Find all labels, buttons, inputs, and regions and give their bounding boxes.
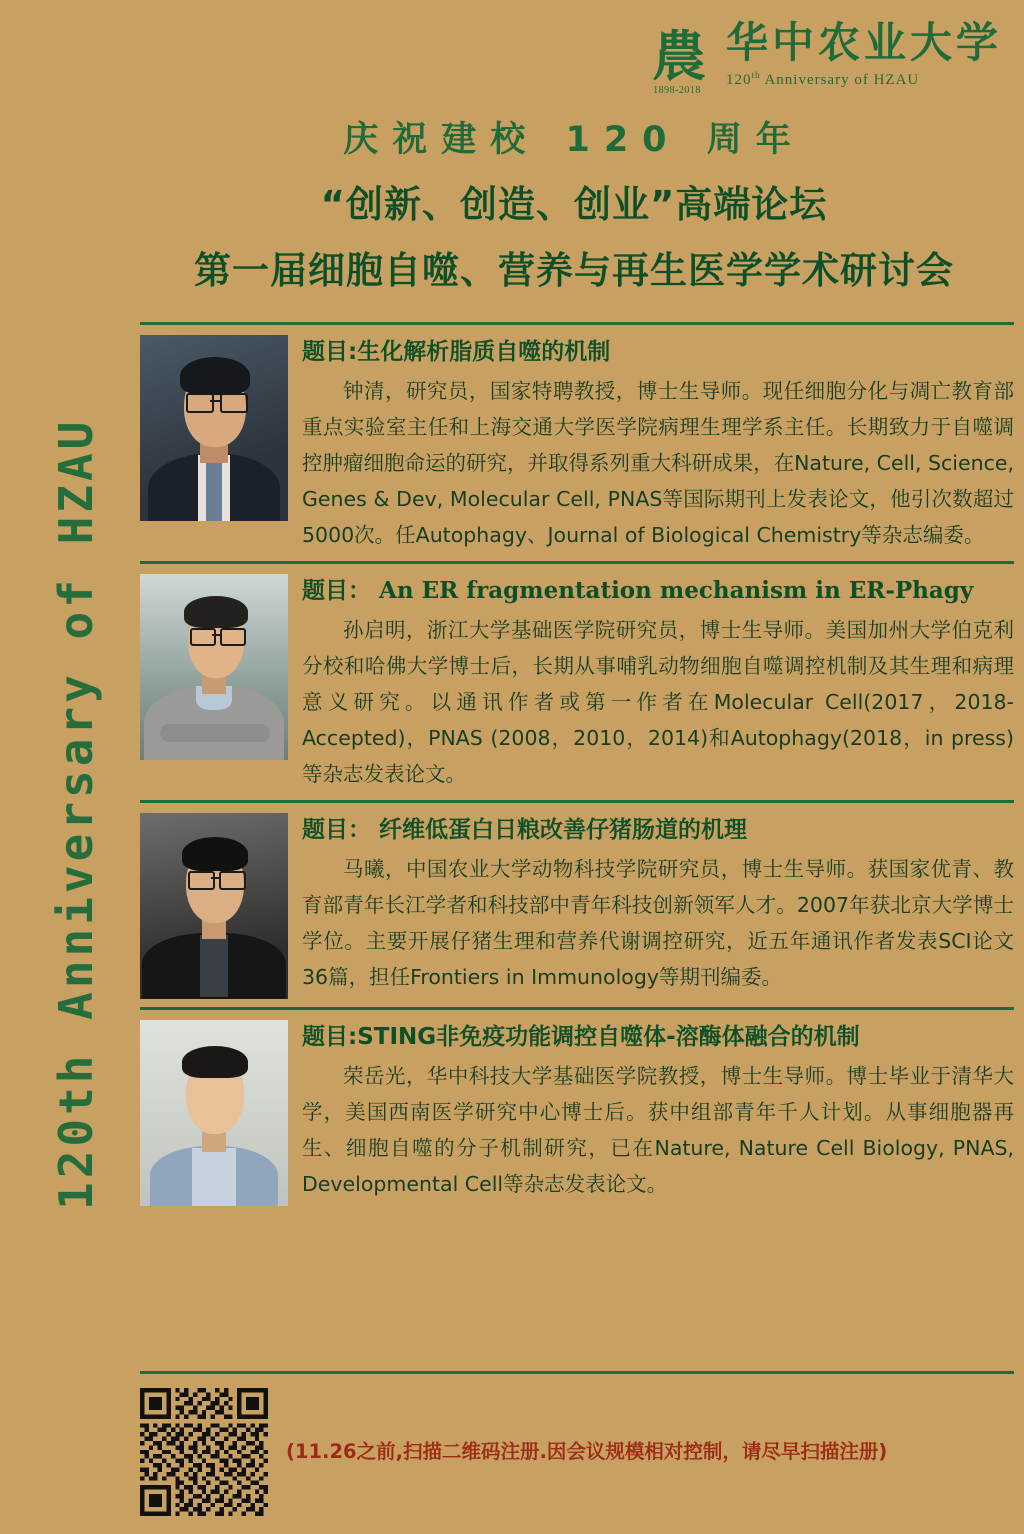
speaker-talk-title: 题目:生化解析脂质自噬的机制: [302, 339, 611, 365]
divider: [140, 1371, 1014, 1374]
speaker-body: [302, 335, 1014, 553]
hzau-logo: [638, 18, 1002, 96]
heading-line-2: “创新、创造、创业”高端论坛: [320, 183, 828, 226]
logo-anniversary-en: [726, 70, 1002, 89]
logo-anniv-sup: th: [751, 70, 761, 80]
logo-glyph-icon: 農: [651, 24, 702, 88]
speaker-photo-ma-xi: [140, 813, 288, 999]
speaker-body: [302, 1020, 1014, 1202]
logo-anniv-rest: Anniversary of HZAU: [764, 72, 920, 88]
poster-headings: [140, 112, 1008, 294]
heading-line-3: 第一届细胞自噬、营养与再生医学学术研讨会: [194, 249, 954, 292]
logo-text: [726, 18, 1002, 89]
logo-anniv-number: 120: [725, 72, 752, 88]
speaker-bio: 钟清，研究员，国家特聘教授，博士生导师。现任细胞分化与凋亡教育部重点实验室主任和上海交通大学医学院病理生理学系主任。长期致力于自噬调控肿瘤细胞命运的研究，并取得系列重大科研成果，在Nature, Cell, Science, Genes & Dev, Molecular Cell, PNAS等国际期刊上发表论文，他引次数超过5000次。任Autophagy、Journal of Biological Chemistry等杂志编委。: [302, 379, 1014, 547]
logo-university-name: 华中农业大学: [725, 18, 1002, 67]
speaker-talk-title: 题目： 纤维低蛋白日粮改善仔猪肠道的机理: [302, 817, 748, 843]
speaker-bio: 孙启明，浙江大学基础医学院研究员，博士生导师。美国加州大学伯克利分校和哈佛大学博士后，长期从事哺乳动物细胞自噬调控机制及其生理和病理意义研究。以通讯作者或第一作者在Molecular Cell(2017，2018-Accepted)，PNAS (2008，2010，2014)和Autophagy(2018，in press)等杂志发表论文。: [302, 618, 1014, 786]
speakers-list: [140, 322, 1014, 1214]
speaker-body: [302, 813, 1014, 995]
registration-note: (11.26之前,扫描二维码注册.因会议规模相对控制，请尽早扫描注册): [286, 1440, 888, 1463]
speaker-bio: 马曦，中国农业大学动物科技学院研究员，博士生导师。获国家优青、教育部青年长江学者和科技部中青年科技创新领军人才。2007年获北京大学博士学位。主要开展仔猪生理和营养代谢调控研究，近五年通讯作者发表SCI论文36篇，担任Frontiers in Immunology等期刊编委。: [302, 857, 1014, 989]
qr-code-icon: [140, 1388, 268, 1516]
footer: [140, 1388, 1014, 1516]
speaker-photo-rong-yueguang: [140, 1020, 288, 1206]
speaker-entry: [140, 1010, 1014, 1214]
speaker-entry: [140, 325, 1014, 561]
logo-mark-icon: [638, 18, 716, 96]
speaker-photo-zhong-qing: [140, 335, 288, 521]
speaker-talk-title: 题目： An ER fragmentation mechanism in ER-Phagy: [302, 577, 974, 604]
speaker-photo-sun-qiming: [140, 574, 288, 760]
speaker-entry: [140, 803, 1014, 1007]
speaker-bio: 荣岳光，华中科技大学基础医学院教授，博士生导师。博士毕业于清华大学，美国西南医学研究中心博士后。获中组部青年千人计划。从事细胞器再生、细胞自噬的分子机制研究，已在Nature, Nature Cell Biology, PNAS, Developmental Cell等杂志发表论文。: [302, 1064, 1014, 1196]
logo-years: 1898-2018: [653, 85, 701, 96]
speaker-talk-title: 题目:STING非免疫功能调控自噬体-溶酶体融合的机制: [302, 1024, 860, 1050]
side-vertical-anniversary-text: 120th Anniversary of HZAU: [49, 417, 103, 1210]
speaker-entry: [140, 564, 1014, 800]
speaker-body: [302, 574, 1014, 792]
heading-line-1: 庆祝建校 120 周年: [343, 120, 805, 160]
registration-qr-code[interactable]: [140, 1388, 268, 1516]
